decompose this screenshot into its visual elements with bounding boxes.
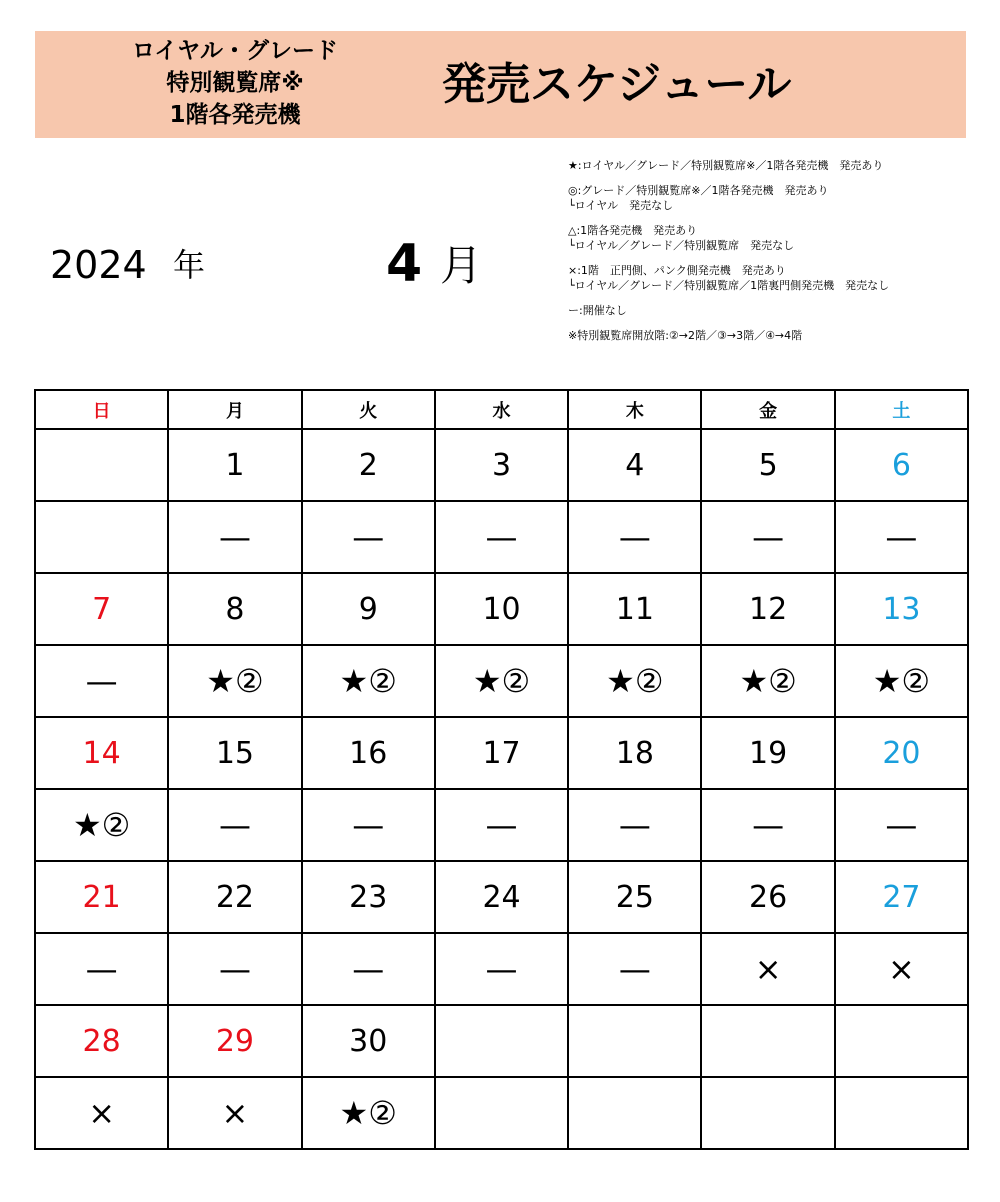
date-cell: 8 — [168, 573, 301, 645]
legend-subline: └ロイヤル／グレード／特別観覧席 発売なし — [568, 239, 795, 252]
weekday-header-tue: 火 — [302, 390, 435, 429]
date-cell: 27 — [835, 861, 968, 933]
banner-subtitle-line: ロイヤル・グレード — [131, 38, 339, 64]
sale-status-cell: — — [701, 789, 834, 861]
legend-line: △:1階各発売機 発売あり — [568, 224, 698, 237]
sale-status-cell — [568, 1077, 701, 1149]
weekday-header-mon: 月 — [168, 390, 301, 429]
sale-status-cell — [35, 501, 168, 573]
date-cell: 15 — [168, 717, 301, 789]
sale-status-cell: ★② — [168, 645, 301, 717]
calendar-grid — [34, 389, 969, 1150]
legend-line: ー:開催なし — [568, 304, 627, 317]
month-unit: 月 — [440, 241, 483, 290]
date-cell: 10 — [435, 573, 568, 645]
date-row — [35, 861, 968, 933]
sale-status-cell: ★② — [302, 645, 435, 717]
date-cell — [835, 1005, 968, 1077]
date-row — [35, 717, 968, 789]
date-cell: 23 — [302, 861, 435, 933]
sale-status-cell: — — [835, 501, 968, 573]
sale-status-row — [35, 933, 968, 1005]
legend-line: ×:1階 正門側、パンク側発売機 発売あり — [568, 264, 786, 277]
legend-item — [568, 263, 988, 293]
sale-status-row — [35, 789, 968, 861]
date-row — [35, 573, 968, 645]
legend-line: ※特別観覧席開放階:②→2階／③→3階／④→4階 — [568, 329, 803, 342]
date-cell — [701, 1005, 834, 1077]
year-value: 2024 — [50, 243, 147, 287]
banner-subtitle — [115, 35, 355, 131]
legend-item — [568, 158, 988, 173]
legend-item — [568, 328, 988, 343]
date-cell: 19 — [701, 717, 834, 789]
date-cell: 5 — [701, 429, 834, 501]
date-cell: 11 — [568, 573, 701, 645]
legend — [568, 158, 988, 353]
weekday-header-wed: 水 — [435, 390, 568, 429]
date-cell — [435, 1005, 568, 1077]
legend-subline: └ロイヤル／グレード／特別観覧席／1階裏門側発売機 発売なし — [568, 279, 890, 292]
sale-status-cell: — — [302, 789, 435, 861]
weekday-header-thu: 木 — [568, 390, 701, 429]
date-cell: 3 — [435, 429, 568, 501]
legend-item — [568, 303, 988, 318]
sale-status-cell — [701, 1077, 834, 1149]
legend-line: ★:ロイヤル／グレード／特別観覧席※／1階各発売機 発売あり — [568, 159, 884, 172]
date-cell: 30 — [302, 1005, 435, 1077]
date-row — [35, 429, 968, 501]
sale-status-cell — [835, 1077, 968, 1149]
date-cell: 7 — [35, 573, 168, 645]
banner-subtitle-line: 特別観覧席※ — [166, 70, 304, 96]
sale-status-cell: — — [35, 645, 168, 717]
sale-status-cell: × — [35, 1077, 168, 1149]
legend-item — [568, 183, 988, 213]
date-cell: 18 — [568, 717, 701, 789]
date-cell: 25 — [568, 861, 701, 933]
sale-status-cell: — — [168, 789, 301, 861]
legend-line: ◎:グレード／特別観覧席※／1階各発売機 発売あり — [568, 184, 829, 197]
sale-status-cell: ★② — [568, 645, 701, 717]
date-cell: 20 — [835, 717, 968, 789]
sale-status-cell: — — [568, 933, 701, 1005]
sale-status-cell: ★② — [435, 645, 568, 717]
weekday-header-sun: 日 — [35, 390, 168, 429]
sale-status-cell — [435, 1077, 568, 1149]
sale-status-row — [35, 1077, 968, 1149]
weekday-header-sat: 土 — [835, 390, 968, 429]
sale-status-cell: — — [302, 501, 435, 573]
sale-status-cell: × — [835, 933, 968, 1005]
date-cell: 9 — [302, 573, 435, 645]
sale-status-cell: — — [302, 933, 435, 1005]
year-unit: 年 — [173, 246, 206, 284]
month-value: 4 — [386, 234, 423, 294]
sale-status-cell: ★② — [835, 645, 968, 717]
sale-status-cell: — — [168, 501, 301, 573]
legend-item — [568, 223, 988, 253]
date-row — [35, 1005, 968, 1077]
date-cell: 14 — [35, 717, 168, 789]
sale-status-row — [35, 645, 968, 717]
date-cell: 2 — [302, 429, 435, 501]
legend-subline: └ロイヤル 発売なし — [568, 199, 674, 212]
sale-status-cell: ★② — [701, 645, 834, 717]
date-cell: 13 — [835, 573, 968, 645]
date-cell: 12 — [701, 573, 834, 645]
sale-status-cell: — — [35, 933, 168, 1005]
sale-status-cell: — — [435, 933, 568, 1005]
date-cell — [35, 429, 168, 501]
date-cell: 1 — [168, 429, 301, 501]
date-cell: 26 — [701, 861, 834, 933]
sale-status-cell: — — [435, 789, 568, 861]
date-cell-holiday: 29 — [168, 1005, 301, 1077]
weekday-header-row — [35, 390, 968, 429]
banner-subtitle-line: 1階各発売機 — [169, 102, 301, 128]
date-cell: 17 — [435, 717, 568, 789]
sale-status-cell: × — [168, 1077, 301, 1149]
sale-status-cell: — — [568, 501, 701, 573]
date-cell: 16 — [302, 717, 435, 789]
sale-status-row — [35, 501, 968, 573]
sale-status-cell: × — [701, 933, 834, 1005]
date-cell — [568, 1005, 701, 1077]
sale-status-cell: — — [168, 933, 301, 1005]
sale-status-cell: — — [701, 501, 834, 573]
sale-status-cell: — — [568, 789, 701, 861]
sale-status-cell: — — [435, 501, 568, 573]
sale-status-cell: — — [835, 789, 968, 861]
date-cell: 6 — [835, 429, 968, 501]
date-cell: 4 — [568, 429, 701, 501]
sale-status-cell: ★② — [302, 1077, 435, 1149]
weekday-header-fri: 金 — [701, 390, 834, 429]
sale-status-cell: ★② — [35, 789, 168, 861]
date-cell: 24 — [435, 861, 568, 933]
date-cell: 28 — [35, 1005, 168, 1077]
page-title: 発売スケジュール — [442, 59, 792, 110]
date-cell: 21 — [35, 861, 168, 933]
header-banner — [35, 31, 966, 138]
date-cell: 22 — [168, 861, 301, 933]
